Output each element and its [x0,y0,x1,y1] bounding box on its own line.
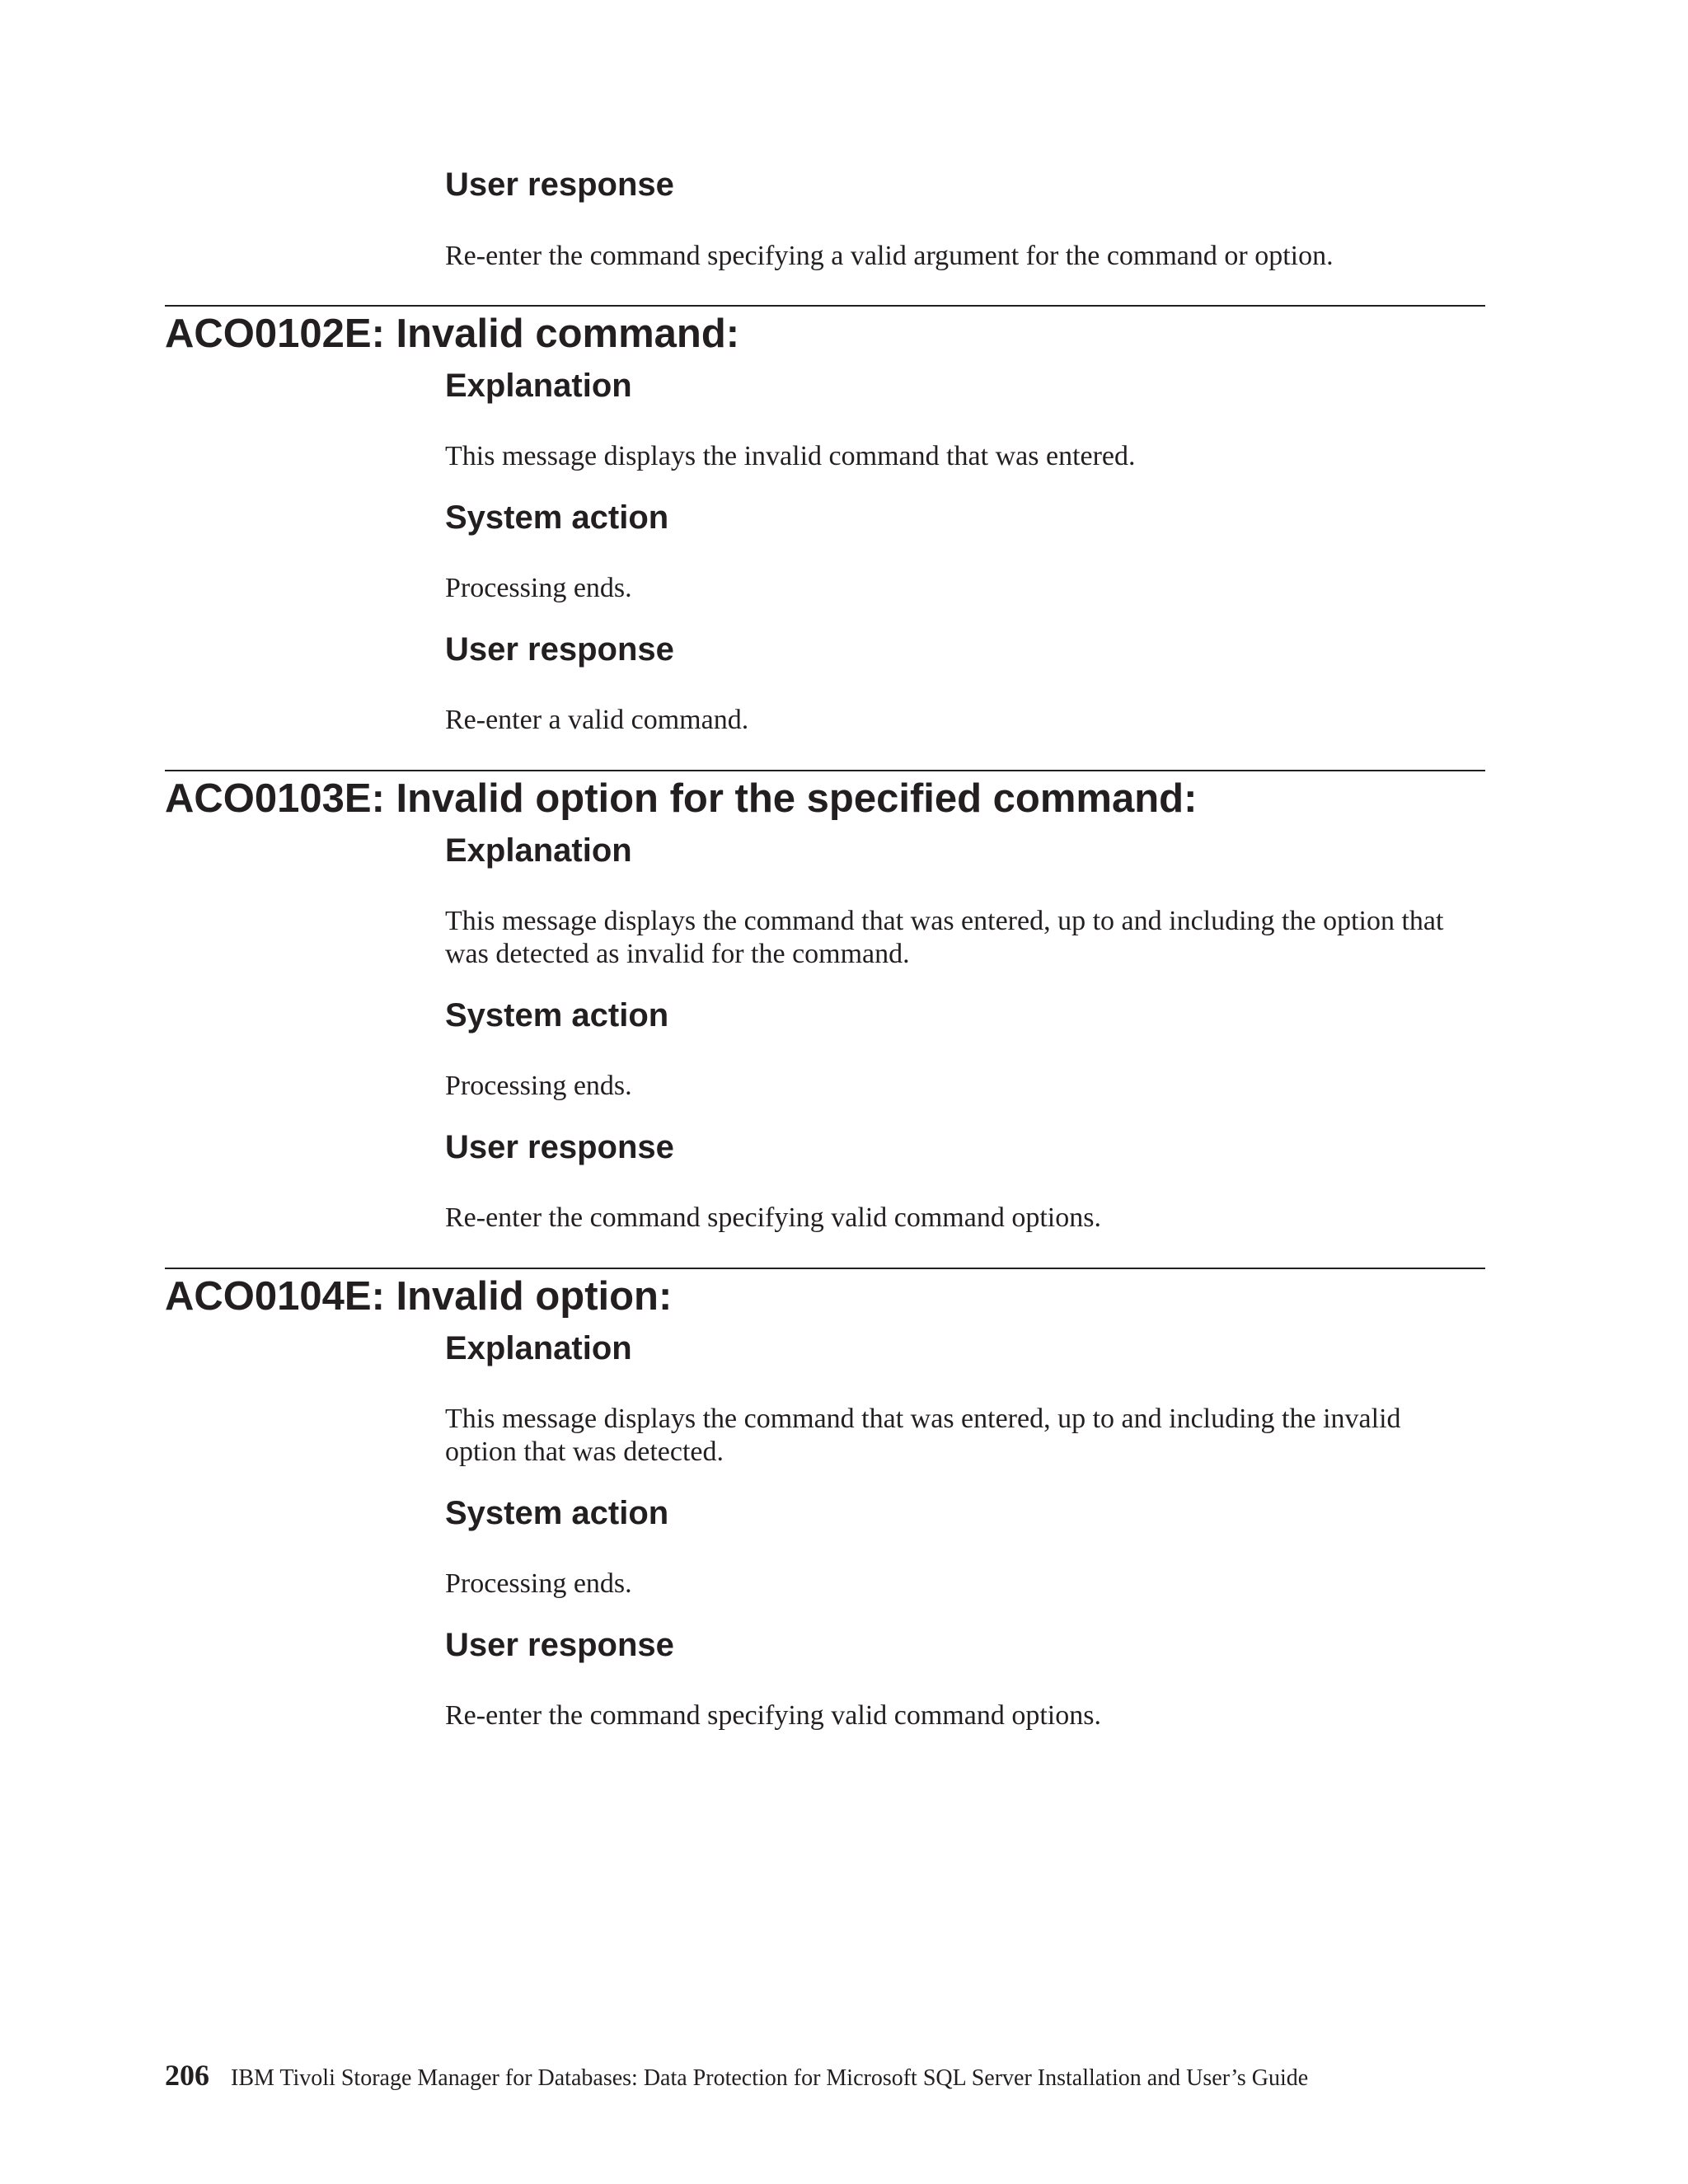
user-response-heading: User response [445,1129,674,1165]
explanation-text: This message displays the invalid command that was entered. [445,441,1136,471]
user-response-heading: User response [445,1627,674,1663]
message-title-aco0104e: ACO0104E: Invalid option: [165,1274,673,1319]
user-response-text: Re-enter the command specifying valid command options. [445,1700,1101,1731]
page-footer [165,2058,1308,2093]
user-response-text: Re-enter a valid command. [445,705,749,735]
explanation-text: This message displays the command that was entered, up to and including the invalid option that was detected. [445,1404,1401,1467]
user-response-heading: User response [445,631,674,668]
page-number: 206 [165,2059,209,2092]
book-title: IBM Tivoli Storage Manager for Databases: Data Protection for Microsoft SQL Server Installation and User’s Guide [231,2065,1309,2091]
user-response-text: Re-enter the command specifying valid command options. [445,1202,1101,1233]
system-action-text: Processing ends. [445,1568,632,1599]
section-divider [165,770,1485,771]
explanation-text: This message displays the command that was entered, up to and including the option that was detected as invalid for the command. [445,906,1444,969]
system-action-text: Processing ends. [445,1071,632,1101]
section-divider [165,305,1485,307]
explanation-heading: Explanation [445,368,632,404]
user-response-text: Re-enter the command specifying a valid argument for the command or option. [445,241,1334,271]
message-title-aco0102e: ACO0102E: Invalid command: [165,312,740,356]
user-response-heading: User response [445,166,674,203]
explanation-heading: Explanation [445,832,632,869]
system-action-heading: System action [445,1495,669,1531]
system-action-heading: System action [445,499,669,536]
section-divider [165,1268,1485,1269]
message-title-aco0103e: ACO0103E: Invalid option for the specified command: [165,776,1198,821]
system-action-heading: System action [445,997,669,1033]
explanation-heading: Explanation [445,1330,632,1366]
system-action-text: Processing ends. [445,573,632,603]
